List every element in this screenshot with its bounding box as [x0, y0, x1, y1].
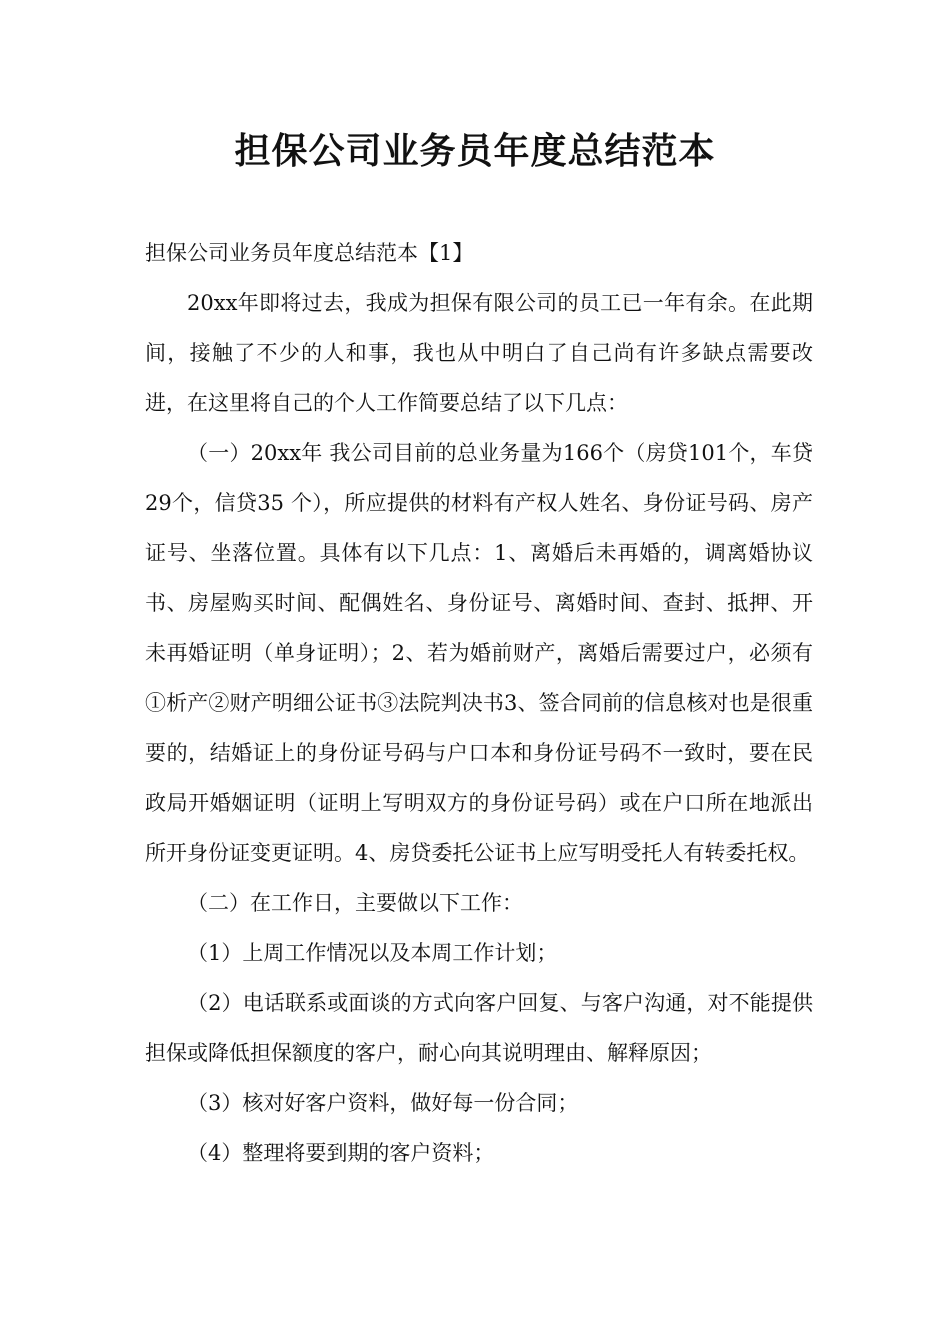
paragraph-business-volume: （一）20xx年 我公司目前的总业务量为166个（房贷101个，车贷29个，信贷35 个），所应提供的材料有产权人姓名、身份证号码、房产证号、坐落位置。具体有以下几点：1、离婚后未再婚的，调离婚协议书、房屋购买时间、配偶姓名、身份证号、离婚时间、查封、抵押、开未再婚证明（单身证明）；2、若为婚前财产，离婚后需要过户，必须有①析产②财产明细公证书③法院判决书3、签合同前的信息核对也是很重要的，结婚证上的身份证号码与户口本和身份证号码不一致时，要在民政局开婚姻证明（证明上写明双方的身份证号码）或在户口所在地派出所开身份证变更证明。4、房贷委托公证书上应写明受托人有转委托权。 — [145, 441, 813, 865]
paragraph-intro: 20xx年即将过去，我成为担保有限公司的员工已一年有余。在此期间，接触了不少的人和事，我也从中明白了自己尚有许多缺点需要改进，在这里将自己的个人工作简要总结了以下几点： — [145, 291, 813, 415]
paragraph-workday-heading: （二）在工作日，主要做以下工作： — [187, 891, 523, 915]
document-body — [145, 228, 813, 1178]
section-heading: 担保公司业务员年度总结范本【1】 — [145, 241, 474, 265]
list-item: （2）电话联系或面谈的方式向客户回复、与客户沟通，对不能提供担保或降低担保额度的客户，耐心向其说明理由、解释原因； — [145, 991, 813, 1065]
list-item: （3）核对好客户资料，做好每一份合同； — [187, 1091, 579, 1115]
document-title: 担保公司业务员年度总结范本 — [234, 131, 716, 172]
list-item: （4）整理将要到期的客户资料； — [187, 1141, 495, 1165]
list-item: （1）上周工作情况以及本周工作计划； — [187, 941, 558, 965]
